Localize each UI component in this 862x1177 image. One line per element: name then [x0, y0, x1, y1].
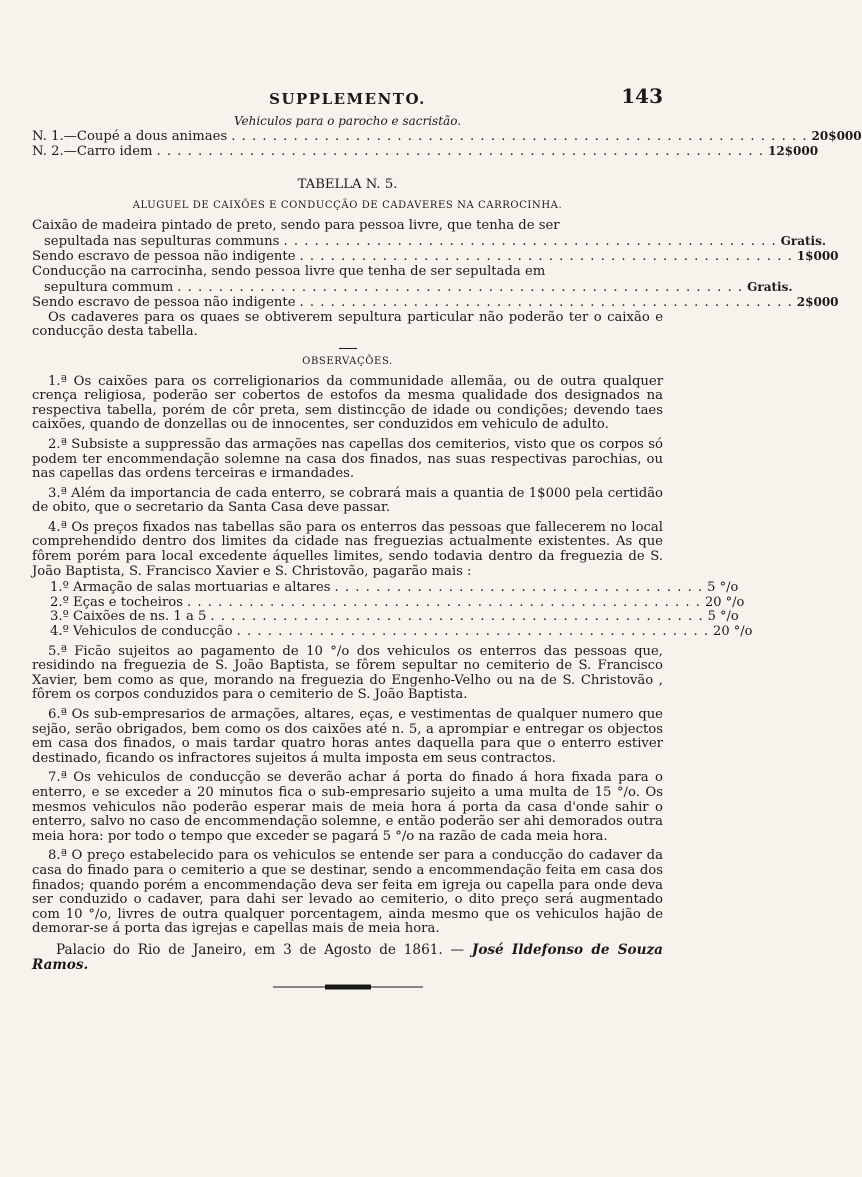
leader-dots: . . . . . . . . . . . . . . . . . . . . . . . . . . . . . . . . . . . . . . . . . . . . . . . . . . . . . . . . . . . [156, 144, 764, 160]
surcharge-row [50, 580, 739, 596]
observation-paragraph: 6.ª Os sub-empresarios de armações, altares, eças, e vestimentas de qualquer numero que sejão, serão obrigados, bem como os dos caixões até n. 5, a aprompiar e entregar os objectos em casa dos finados, o mais tardar quatro horas antes daquella para que o enterro estiver destinado, ficando os infractores sujeitos á multa imposta em seus contractos. [32, 707, 663, 766]
leader-dots: . . . . . . . . . . . . . . . . . . . . . . . . . . . . . . . . . . . . [334, 580, 704, 596]
observation-paragraph: 5.ª Ficão sujeitos ao pagamento de 10 °/o dos vehiculos os enterros das pessoas que, residindo na freguezia de S. João Baptista, se fôrem sepultar no cemiterio de S. Francisco Xavier, bem como as que, morando na freguezia do Engenho-Velho ou na de S. Christovão , fôrem os corpos conduzidos para o cemiterio de S. João Baptista. [32, 643, 663, 703]
surcharge-value: 5 °/o [707, 609, 739, 625]
observation-paragraph: 3.ª Além da importancia de cada enterro, se cobrará mais a quantia de 1$000 pela certidão de obito, que o secretario da Santa Casa deve passar. [32, 485, 663, 516]
page-header [32, 84, 663, 108]
leader-dots: . . . . . . . . . . . . . . . . . . . . . . . . . . . . . . . . . . . . . . . . . . . . . . . . [299, 295, 793, 311]
table-item-value: 2$000 [796, 295, 839, 310]
table-item-row [32, 249, 839, 265]
leader-dots: . . . . . . . . . . . . . . . . . . . . . . . . . . . . . . . . . . . . . . . . . . . . . . . . . . . . . . . . [231, 128, 808, 144]
signature-line [32, 943, 663, 972]
surcharge-row [50, 594, 745, 611]
table-item-value: Gratis. [780, 233, 827, 248]
observation-paragraph: 8.ª O preço estabelecido para os vehiculos se entende ser para a conducção do cadaver da casa do finado para o cemiterio a que se destinar, sendo a encommendação feita em casa dos finados; quando porém a encommendação deva ser feita em igreja ou capella para onde deva ser conduzido o cadaver, para dahi ser levado ao cemiterio, o dito preço será augmentado com 10 °/o, livres de outra qualquer porcentagem, ainda mesmo que os vehiculos hajão de demorar-se á porta das igrejas e capellas mais de meia hora. [32, 848, 663, 937]
end-ornament [273, 982, 423, 992]
vehicle-label: N. 1.—Coupé a dous animaes [32, 128, 228, 144]
leader-dots: . . . . . . . . . . . . . . . . . . . . . . . . . . . . . . . . . . . . . . . . . . . . . . . . [210, 609, 704, 625]
table-item-label: sepultura commum [44, 279, 174, 295]
section-divider [339, 348, 357, 349]
table-item-label: Sendo escravo de pessoa não indigente [32, 249, 296, 265]
surcharge-label: 3.º Caixões de ns. 1 a 5 [50, 609, 207, 625]
table-item-line1: Caixão de madeira pintado de preto, sendo para pessoa livre, que tenha de ser [32, 218, 560, 234]
page-number: 143 [621, 84, 663, 108]
observation-paragraph: 1.ª Os caixões para os correligionarios da communidade allemãa, ou de outra qualquer crença religiosa, poderão ser cobertos de estofos da mesma qualidade dos designados na respectiva tabella, porém de côr preta, sem distincção de idade ou condições; devendo taes caixões, quando de donzellas ou de innocentes, ser conduzidos em vehiculo de adulto. [32, 373, 663, 433]
leader-dots: . . . . . . . . . . . . . . . . . . . . . . . . . . . . . . . . . . . . . . . . . . . . . . . . [283, 233, 777, 249]
surcharge-value: 20 °/o [713, 624, 753, 640]
observations-heading: OBSERVAÇÕES. [302, 355, 393, 367]
surcharge-value: 5 °/o [707, 580, 739, 596]
surcharge-row [50, 609, 739, 625]
vehicles-subtitle: Vehiculos para o parocho e sacristão. [233, 114, 462, 128]
leader-dots: . . . . . . . . . . . . . . . . . . . . . . . . . . . . . . . . . . . . . . . . . . . . . . . . [299, 249, 793, 265]
surcharge-label: 2.º Eças e tocheiros [50, 594, 183, 610]
vehicle-value: 20$000 [811, 128, 862, 143]
table-item-row [32, 233, 827, 250]
table-note: Os cadaveres para os quaes se obtiverem sepultura particular não poderão ter o caixão e conducção desta tabella. [32, 309, 663, 340]
leader-dots: . . . . . . . . . . . . . . . . . . . . . . . . . . . . . . . . . . . . . . . . . . . . . . . . . . . . . . . [177, 279, 744, 295]
table-item-row [32, 295, 839, 311]
vehicle-value: 12$000 [767, 144, 819, 159]
table-item [32, 218, 827, 249]
surcharge-list [32, 580, 753, 640]
signature-name: José Ildefonso de Souza Ramos. [32, 941, 663, 973]
table-item [32, 263, 793, 295]
table-subheading: ALUGUEL DE CAIXÕES E CONDUCÇÃO DE CADAVERES NA CARROCINHA. [132, 199, 563, 211]
vehicles-section [32, 114, 862, 160]
table-item-value: Gratis. [747, 279, 793, 294]
page-title: SUPPLEMENTO. [269, 90, 426, 108]
vehicle-label: N. 2.—Carro idem [32, 144, 153, 160]
table-item-line1: Conducção na carrocinha, sendo pessoa livre que tenha de ser sepultada em [32, 263, 546, 279]
table-item-row [32, 279, 793, 296]
observation-paragraph: 4.ª Os preços fixados nas tabellas são para os enterros das pessoas que fallecerem no local comprehendido dentro dos limites da cidade nas freguezias actualmente existentes. As que fôrem porém para local excedente áquelles limites, sendo todavia dentro da freguezia de S. João Baptista, S. Francisco Xavier e S. Christovão, pagarão mais : [32, 519, 663, 579]
table-item-label: sepultada nas sepulturas communs [44, 233, 280, 249]
observation-paragraph: 7.ª Os vehiculos de conducção se deverão achar á porta do finado á hora fixada para o enterro, e se exceder a 20 minutos fica o sub-empresario sujeito a uma multa de 15 °/o. Os mesmos vehiculos não poderão esperar mais de meia hora á porta da casa d'onde sahir o enterro, salvo no caso de encommendação solemne, e então poderão ser ahi demorados outra meia hora: por todo o tempo que exceder se pagará 5 °/o na razão de cada meia hora. [32, 770, 663, 844]
table-heading: TABELLA N. 5. [297, 177, 398, 192]
surcharge-row [50, 624, 753, 640]
observation-paragraph: 2.ª Subsiste a suppressão das armações nas capellas dos cemiterios, visto que os corpos só podem ter encommendação solemne na casa dos finados, nas suas respectivas parochias, ou nas capellas das ordens terceiras e irmandades. [32, 436, 663, 482]
leader-dots: . . . . . . . . . . . . . . . . . . . . . . . . . . . . . . . . . . . . . . . . . . . . . . . . . . [186, 594, 701, 610]
surcharge-label: 4.º Vehiculos de conducção [50, 624, 233, 640]
table-item-label: Sendo escravo de pessoa não indigente [32, 295, 296, 311]
vehicle-row [32, 144, 819, 160]
table5-section [32, 177, 839, 992]
table-item-value: 1$000 [796, 249, 839, 264]
surcharge-value: 20 °/o [704, 594, 745, 610]
leader-dots: . . . . . . . . . . . . . . . . . . . . . . . . . . . . . . . . . . . . . . . . . . . . . . [236, 624, 710, 640]
vehicle-row [32, 128, 862, 145]
surcharge-label: 1.º Armação de salas mortuarias e altares [50, 580, 331, 596]
signature-text: Palacio do Rio de Janeiro, em 3 de Agosto de 1861. — [56, 941, 465, 958]
